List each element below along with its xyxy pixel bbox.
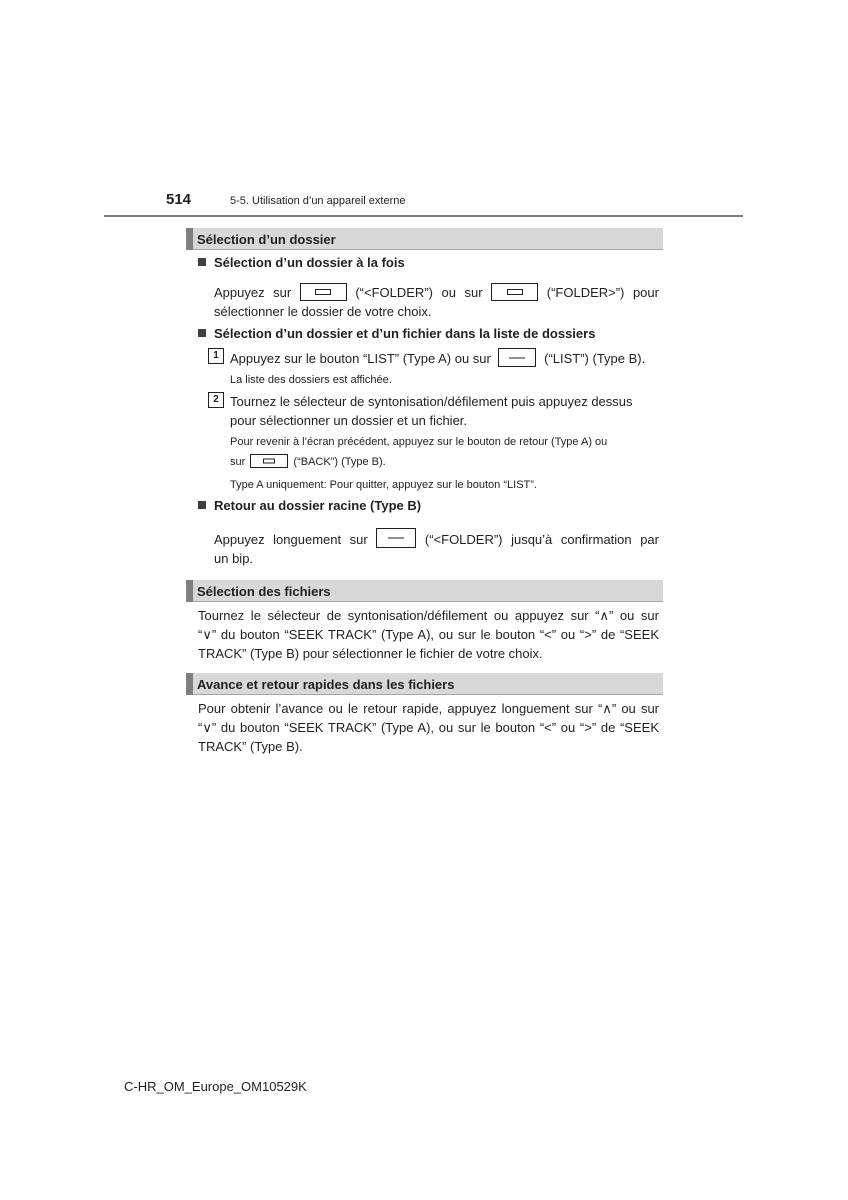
text-fragment: (“LIST”) (Type B). [544,351,646,366]
section-breadcrumb: 5-5. Utilisation d’un appareil externe [230,195,406,207]
step-2-line-2: pour sélectionner un dossier et un fichier. [230,413,468,428]
step-2-note-line-2 [230,454,386,470]
square-bullet-icon [198,501,206,509]
paragraph-line: TRACK” (Type B). [198,739,303,754]
section-heading-folder-selection [186,228,663,250]
step-number-1: 1 [208,348,224,364]
paragraph-line [214,528,659,549]
folder-button-icon [315,289,331,295]
text-fragment: (“<FOLDER”) ou sur [355,285,483,300]
header-divider [104,215,743,217]
paragraph-line: “∨” du bouton “SEEK TRACK” (Type A), ou sur le bouton “<” ou “>” de “SEEK [198,720,659,735]
section-heading-text: Avance et retour rapides dans les fichiers [197,677,455,692]
subheading-folder-and-file [198,326,595,341]
back-button [250,454,288,468]
subheading-text: Sélection d’un dossier à la fois [214,255,405,270]
paragraph-line: un bip. [214,551,254,566]
folder-prev-button [300,283,347,301]
footer-document-code: C-HR_OM_Europe_OM10529K [124,1079,307,1094]
text-fragment: (“BACK”) (Type B). [293,456,386,468]
paragraph-line: Tournez le sélecteur de syntonisation/défilement ou appuyez sur “∧” ou sur [198,608,659,623]
step-number-2: 2 [208,392,224,408]
text-fragment: Appuyez sur le bouton “LIST” (Type A) ou sur [230,351,491,366]
list-button [498,348,536,367]
step-2-note-line-1: Pour revenir à l’écran précédent, appuyez sur le bouton de retour (Type A) ou [230,436,608,448]
section-heading-file-selection [186,580,663,602]
step-1-note: La liste des dossiers est affichée. [230,374,392,386]
folder-button-icon [263,459,275,464]
folder-long-press-button [376,528,416,548]
section-heading-text: Sélection des fichiers [197,584,331,599]
section-heading-text: Sélection d’un dossier [197,232,336,247]
step-1-text [230,348,645,368]
paragraph-line: Pour obtenir l’avance ou le retour rapide, appuyez longuement sur “∧” ou sur [198,701,659,716]
dash-button-icon [388,538,404,539]
subheading-text: Sélection d’un dossier et d’un fichier dans la liste de dossiers [214,326,596,341]
dash-button-icon [509,357,525,358]
text-fragment: sur [230,456,246,468]
step-2-line-1: Tournez le sélecteur de syntonisation/défilement puis appuyez dessus [230,394,633,409]
step-2-note-line-3: Type A uniquement: Pour quitter, appuyez sur le bouton “LIST”. [230,479,537,491]
text-fragment: Appuyez sur [214,285,292,300]
text-fragment: Appuyez longuement sur [214,532,368,547]
folder-button-icon [507,289,523,295]
text-fragment: (“<FOLDER”) jusqu’à confirmation par [424,532,659,547]
paragraph-line: “∨” du bouton “SEEK TRACK” (Type A), ou sur le bouton “<” ou “>” de “SEEK [198,627,659,642]
subheading-root-folder [198,498,421,513]
subheading-one-folder [198,255,405,270]
section-heading-fast-forward [186,673,663,695]
paragraph-line: TRACK” (Type B) pour sélectionner le fichier de votre choix. [198,646,543,661]
paragraph-line [214,283,659,302]
folder-next-button [491,283,538,301]
subheading-text: Retour au dossier racine (Type B) [214,498,422,513]
square-bullet-icon [198,258,206,266]
text-fragment: (“FOLDER>”) pour [546,285,659,300]
paragraph-line: sélectionner le dossier de votre choix. [214,304,432,319]
page-number: 514 [166,191,192,208]
square-bullet-icon [198,329,206,337]
